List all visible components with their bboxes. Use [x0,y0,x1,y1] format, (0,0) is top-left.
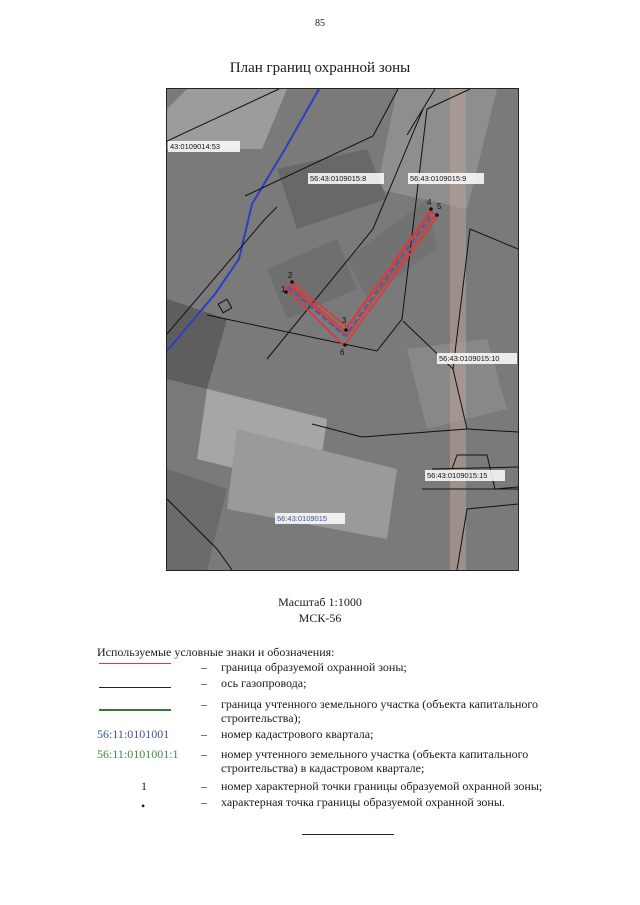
boundary-point [429,207,433,211]
legend-item [97,727,597,741]
legend-item [97,660,597,674]
legend-text: номер кадастрового квартала; [221,727,374,741]
legend-text: характерная точка границы образуемой охранной зоны. [221,795,505,809]
legend-dash: – [201,747,207,761]
point-label: 4 [427,198,432,207]
legend-caption: Используемые условные знаки и обозначения: [97,645,335,659]
boundary-plan-map [166,88,519,571]
legend-item [97,676,597,690]
legend-text: номер учтенного земельного участка (объекта капитального строительства) в кадастровом квартале; [221,747,529,775]
legend-item [97,697,597,725]
quarter-number-label: 56:43:0109015 [277,514,328,523]
point-label: 6 [340,348,345,357]
parcel-number-label: 43:0109014:53 [170,142,221,151]
parcel-number-label: 56:43:0109015:9 [410,174,467,183]
legend-text: граница образуемой охранной зоны; [221,660,407,674]
legend-item [97,747,597,775]
legend-dash: – [201,779,207,793]
page-number: 85 [315,18,325,29]
legend-dash: – [201,660,207,674]
legend-item [97,779,597,793]
legend-text: номер характерной точки границы образуемой охранной зоны; [221,779,543,793]
legend-text: граница учтенного земельного участка (объекта капитального строительства); [221,697,539,725]
legend-dash: – [201,676,207,690]
point-label: 1 [281,285,286,294]
point-label: 3 [342,316,347,325]
point-label: 5 [437,202,442,211]
green-line-icon [99,709,171,711]
point-marker-icon: • [141,799,146,813]
map-canvas [167,89,518,570]
page-title: План границ охранной зоны [229,60,411,76]
parcel-number-label: 56:43:0109015:10 [439,354,500,363]
point-label: 2 [288,271,293,280]
scale-info [0,594,640,626]
legend-text: ось газопровода; [221,676,307,690]
black-line-icon [99,687,171,688]
boundary-point [290,280,294,284]
point-number-sample: 1 [141,779,147,793]
quarter-number-sample: 56:11:0101001 [97,727,170,741]
legend-dash: – [201,795,207,809]
parcel-number-label: 56:43:0109015:8 [310,174,367,183]
boundary-point [344,328,348,332]
boundary-point [435,213,439,217]
boundary-point [343,343,347,347]
red-line-icon [99,663,171,664]
parcel-number-label: 56:43:0109015:15 [427,471,488,480]
footer-rule [302,834,394,835]
legend-dash: – [201,697,207,711]
coordinate-system: МСК-56 [298,611,342,625]
legend-item [97,795,597,813]
legend-dash: – [201,727,207,741]
parcel-number-sample: 56:11:0101001:1 [97,747,179,761]
scale-text: Масштаб 1:1000 [278,595,362,609]
